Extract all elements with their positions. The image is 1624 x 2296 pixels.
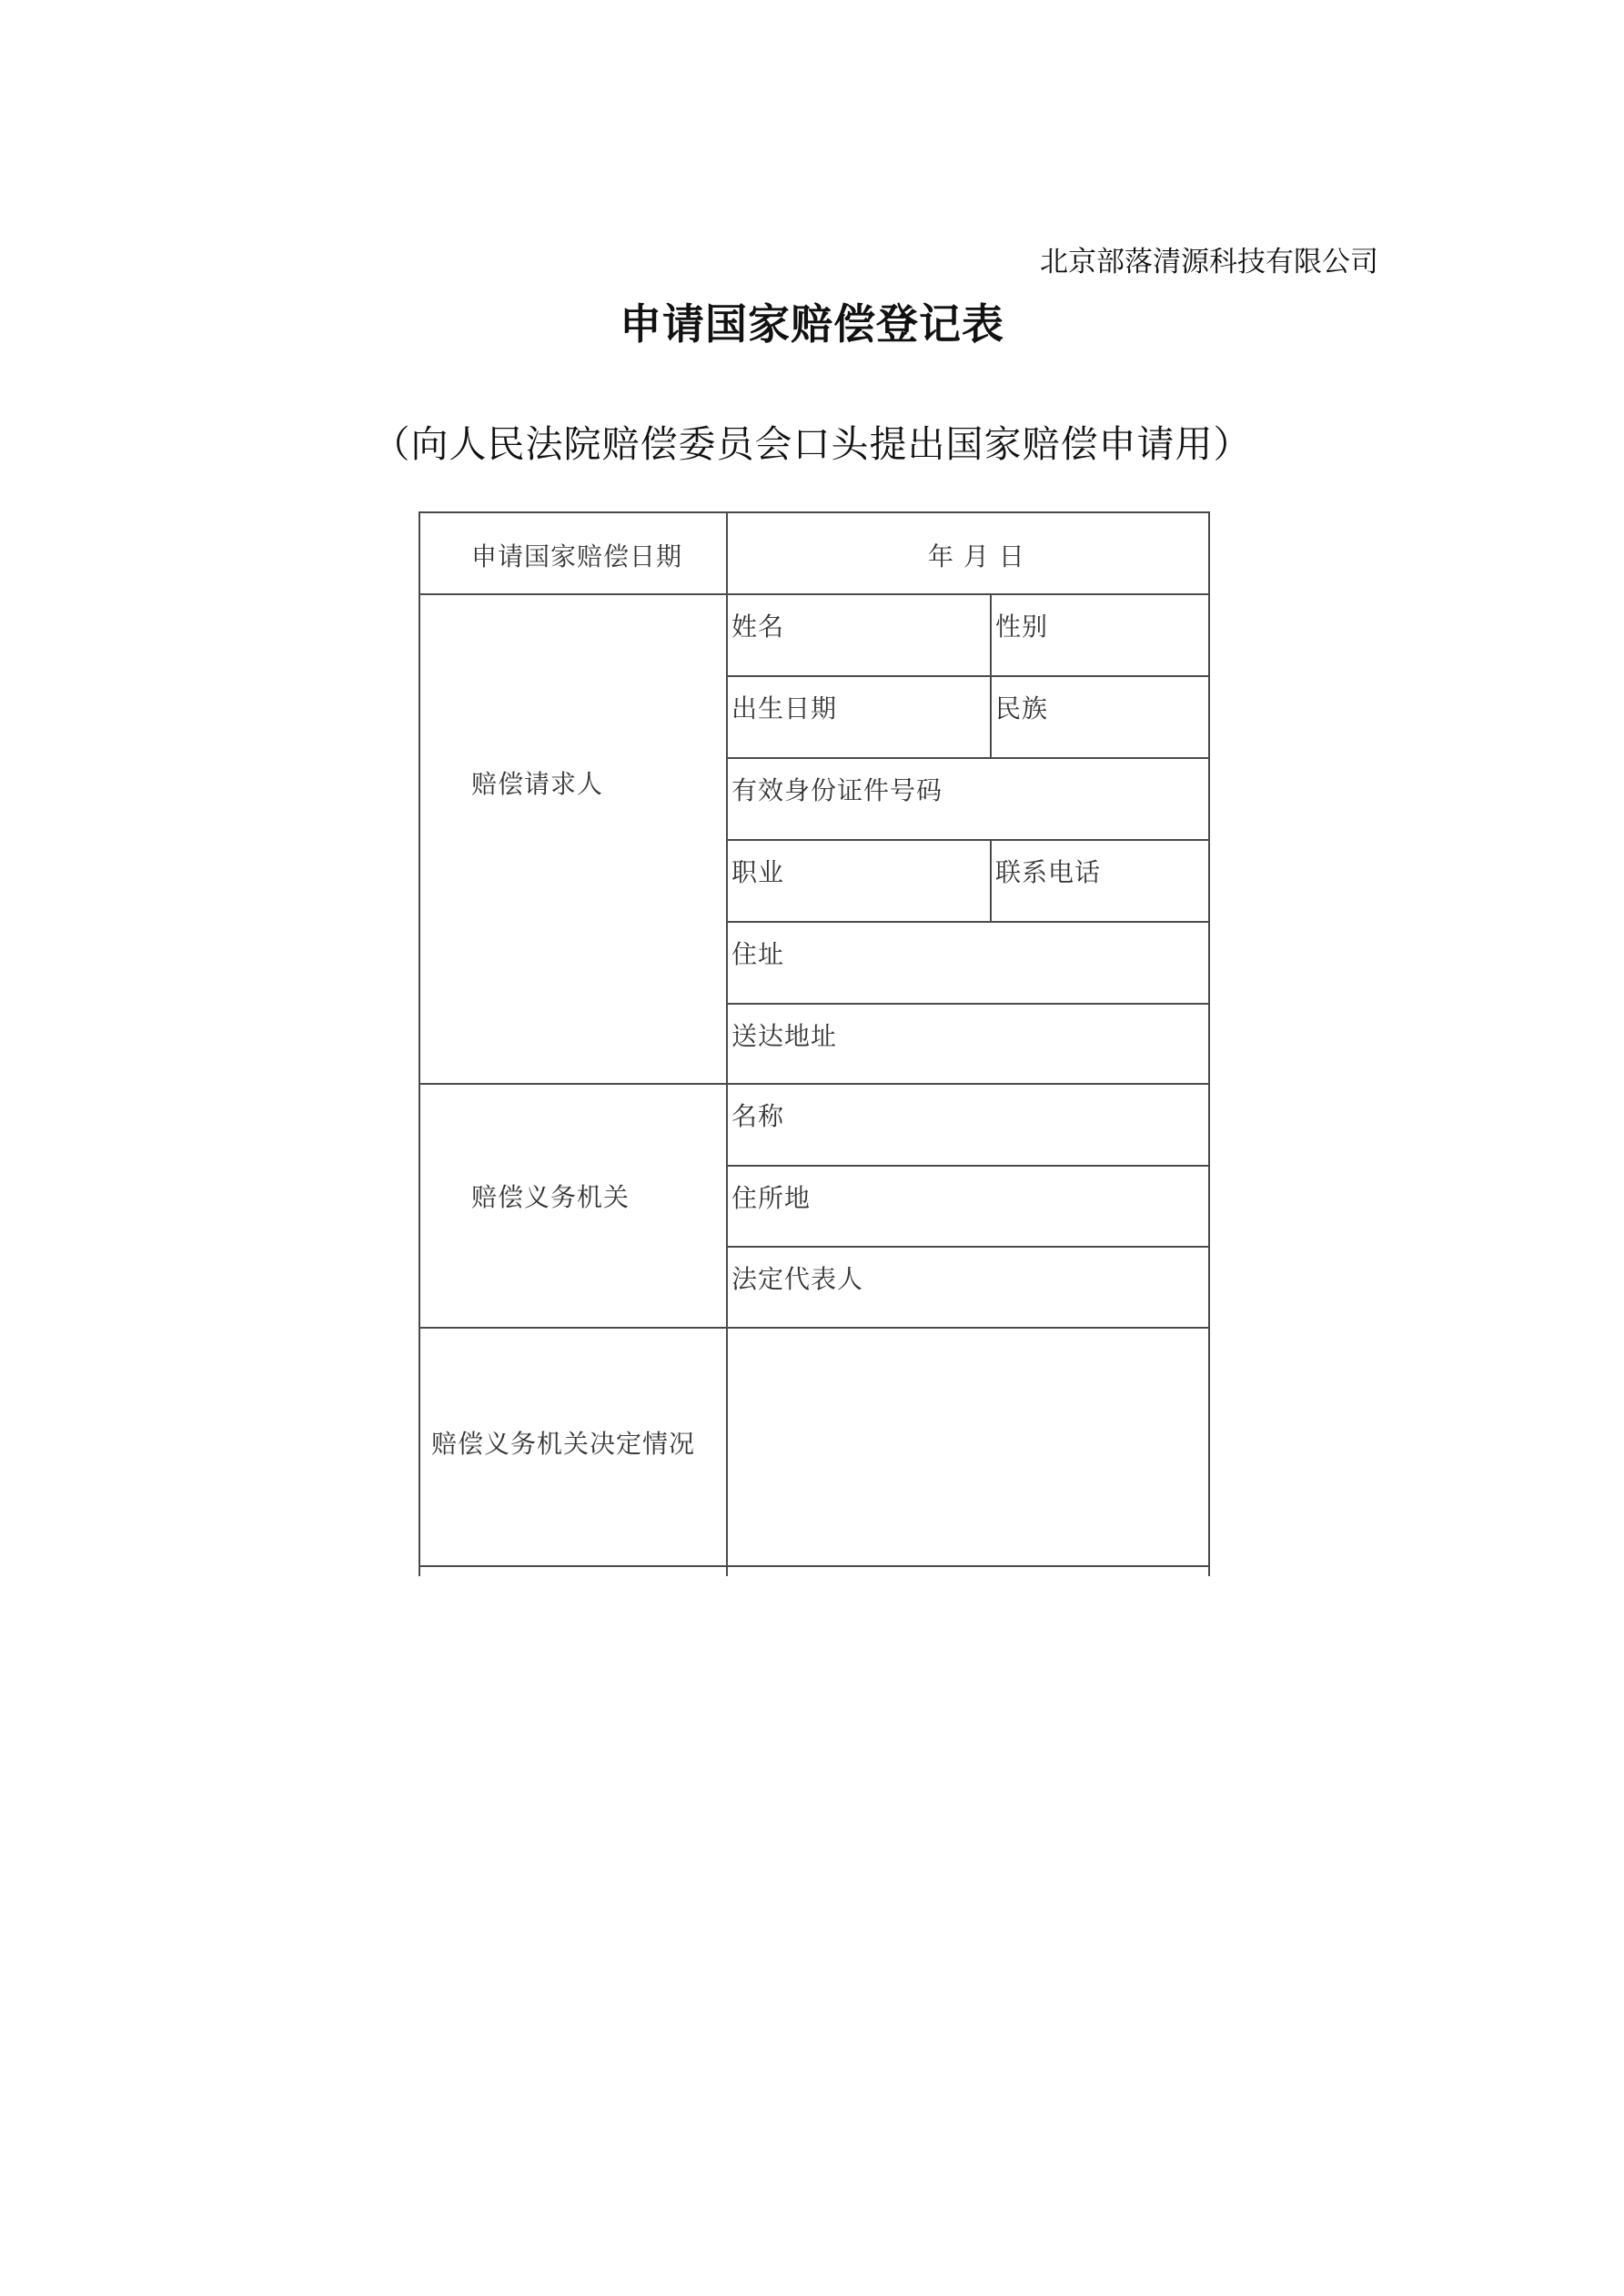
legal-rep-field-label: 法定代表人 [731,1264,864,1294]
name-field-label: 姓名 [731,612,785,642]
phone-field-label: 联系电话 [995,857,1102,887]
claimant-section-label: 赔偿请求人 [471,769,604,799]
page-title: 申请国家赔偿登记表 [620,299,1004,349]
table-column-divider [990,593,992,757]
ethnicity-field-label: 民族 [995,693,1049,723]
table-row-divider [726,675,1210,677]
table-column-divider [726,511,728,1576]
birth-date-field-label: 出生日期 [731,693,838,723]
obligor-section-label: 赔偿义务机关 [471,1182,630,1212]
domicile-field-label: 住所地 [731,1183,812,1213]
decision-label: 赔偿义务机关决定情况 [431,1429,696,1459]
date-label: 申请国家赔偿日期 [471,541,683,571]
table-row-divider [726,757,1210,759]
id-number-field-label: 有效身份证件号码 [731,775,943,805]
address-field-label: 住址 [731,939,785,969]
table-row-divider [419,1327,1210,1329]
registration-form-table [419,511,1210,1576]
table-border-right [1208,511,1210,1576]
table-row-divider [726,1003,1210,1005]
company-name: 北京部落清源科技有限公司 [1040,246,1378,278]
service-address-field-label: 送达地址 [731,1021,838,1051]
org-name-field-label: 名称 [731,1101,785,1131]
table-row-divider [726,1165,1210,1167]
table-border-top [419,511,1210,513]
date-value: 年 月 日 [928,541,1025,571]
table-column-divider [990,839,992,921]
occupation-field-label: 职业 [731,857,785,887]
table-row-divider [419,593,1210,595]
page-subtitle: （向人民法院赔偿委员会口头提出国家赔偿申请用） [372,422,1252,466]
table-row-divider [726,921,1210,923]
table-row-divider [726,839,1210,841]
table-row-divider [419,1565,1210,1567]
table-row-divider [726,1246,1210,1248]
table-border-left [419,511,420,1576]
gender-field-label: 性别 [995,612,1049,642]
table-row-divider [419,1083,1210,1085]
